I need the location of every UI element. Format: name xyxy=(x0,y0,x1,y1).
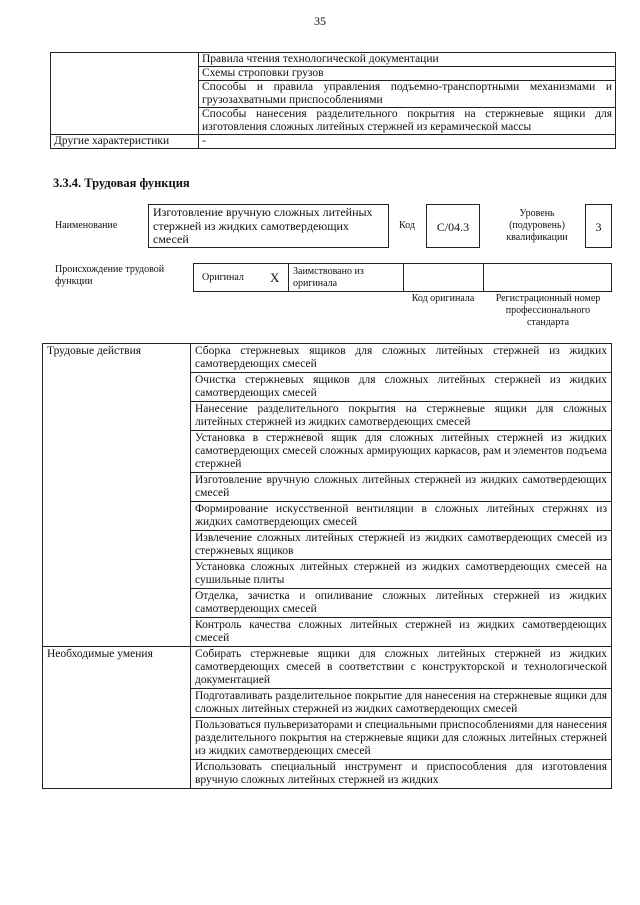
actions-label: Трудовые действия xyxy=(43,344,191,647)
skill-item: Использовать специальный инструмент и приспособления для изготовления вручную сложных литейных стержней из жидких xyxy=(191,760,612,789)
original-box xyxy=(193,263,289,292)
code-box xyxy=(426,204,480,248)
function-details-table xyxy=(42,343,612,789)
level-value: 3 xyxy=(595,220,602,234)
skill-item: Подготавливать разделительное покрытие для нанесения на стержневые ящики для сложных литейных стержней из жидких самотвердеющих смесей xyxy=(191,689,612,718)
knowledge-label-cell xyxy=(51,53,199,135)
other-characteristics-value: - xyxy=(199,135,616,149)
function-name-box xyxy=(148,204,389,248)
skills-label: Необходимые умения xyxy=(43,647,191,789)
knowledge-table xyxy=(50,52,616,149)
knowledge-row: Правила чтения технологической документации xyxy=(199,53,616,67)
action-item: Очистка стержневых ящиков для сложных литейных стержней из жидких самотвердеющих смесей xyxy=(191,373,612,402)
action-item: Изготовление вручную сложных литейных стержней из жидких самотвердеющих смесей xyxy=(191,473,612,502)
borrowed-label: Заимствовано из оригинала xyxy=(293,266,364,289)
knowledge-row: Способы нанесения разделительного покрытия на стержневые ящики для изготовления сложных литейных стержней из керамической массы xyxy=(199,108,616,135)
action-item: Установка сложных литейных стержней из жидких самотвердеющих смесей на сушильные плиты xyxy=(191,560,612,589)
action-item: Отделка, зачистка и опиливание сложных литейных стержней из жидких самотвердеющих смесей xyxy=(191,589,612,618)
code-original-box xyxy=(403,263,484,292)
page-number: 35 xyxy=(314,14,326,28)
borrowed-box xyxy=(288,263,404,292)
knowledge-row: Схемы строповки грузов xyxy=(199,67,616,81)
action-item: Извлечение сложных литейных стержней из жидких самотвердеющих смесей из стержневых ящиков xyxy=(191,531,612,560)
action-item: Установка в стержневой ящик для сложных литейных стержней из жидких самотвердеющих смесей сложных армирующих каркасов, рам и элементов подъема стержней xyxy=(191,431,612,473)
action-item: Формирование искусственной вентиляции в сложных литейных стержнях из жидких самотвердеющих смесей xyxy=(191,502,612,531)
level-box xyxy=(585,204,612,248)
knowledge-row: Способы и правила управления подъемно-транспортными механизмами и грузозахватными приспособлениями xyxy=(199,81,616,108)
skill-item: Собирать стержневые ящики для сложных литейных стержней из жидких самотвердеющих смесей в соответствии с конструкторской и технологической документацией xyxy=(191,647,612,689)
code-value: С/04.3 xyxy=(436,220,470,234)
code-original-caption: Код оригинала xyxy=(411,293,475,304)
action-item: Сборка стержневых ящиков для сложных литейных стержней из жидких самотвердеющих смесей xyxy=(191,344,612,373)
origin-label: Происхождение трудовой функции xyxy=(55,264,165,287)
other-characteristics-label: Другие характеристики xyxy=(51,135,199,149)
level-label: Уровень (подуровень) квалификации xyxy=(506,208,568,243)
name-label: Наименование xyxy=(55,220,118,231)
skill-item: Пользоваться пульверизаторами и специальными приспособлениями для нанесения разделительного покрытия на стержневые ящики для сложных литейных стержней из жидких самотвердеющих смесей xyxy=(191,718,612,760)
original-mark: X xyxy=(270,270,280,285)
action-item: Нанесение разделительного покрытия на стержневые ящики для сложных литейных стержней из жидких самотвердеющих смесей xyxy=(191,402,612,431)
code-label: Код xyxy=(399,220,415,231)
function-name-value: Изготовление вручную сложных литейных стержней из жидких самотвердеющих смесей xyxy=(153,205,373,246)
original-label: Оригинал xyxy=(202,272,244,283)
reg-number-box xyxy=(483,263,612,292)
reg-number-caption: Регистрационный номер профессионального стандарта xyxy=(495,293,601,328)
section-heading: 3.3.4. Трудовая функция xyxy=(53,176,190,190)
action-item: Контроль качества сложных литейных стержней из жидких самотвердеющих смесей xyxy=(191,618,612,647)
